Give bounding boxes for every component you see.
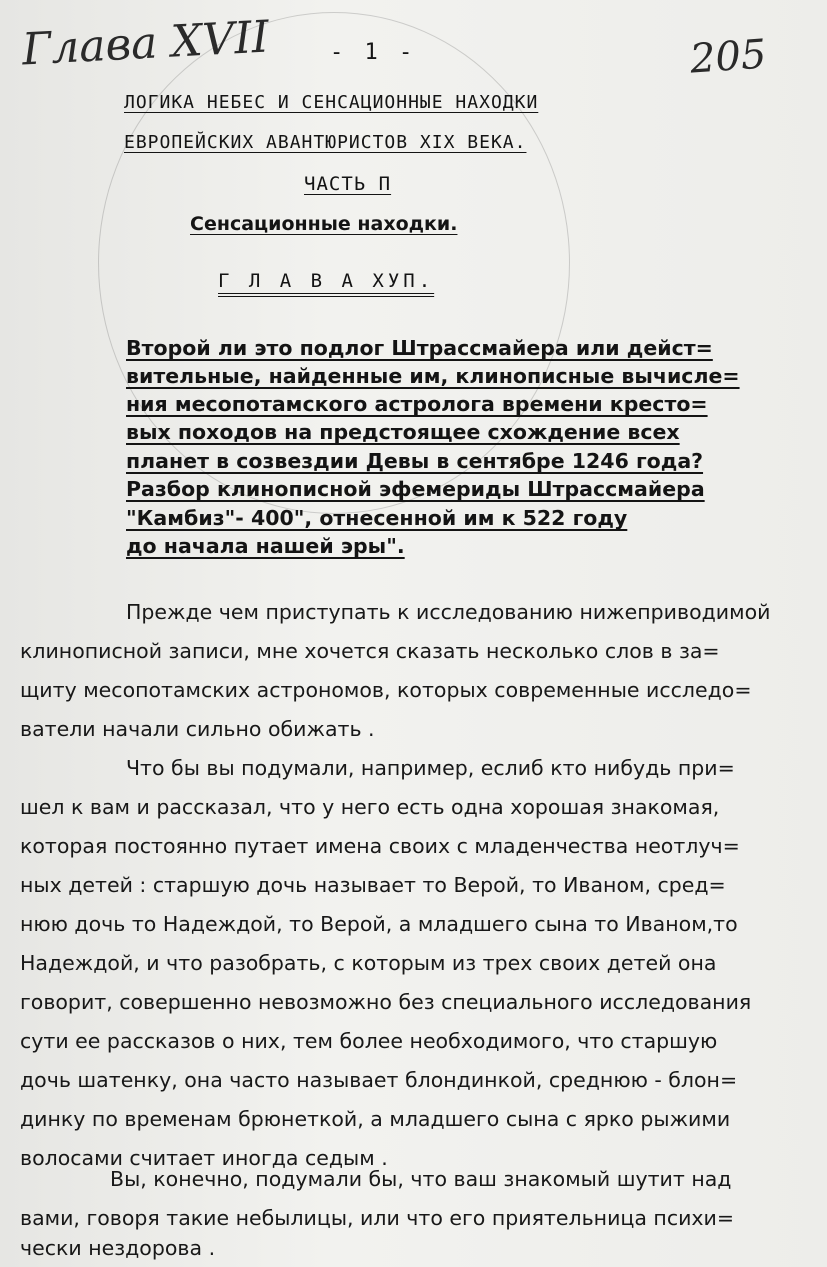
body-text-line: Что бы вы подумали, например, еслиб кто нибудь при= (126, 756, 735, 780)
subtitle-line: вительные, найденные им, клинописные вычисле= (126, 364, 740, 388)
handwritten-folio-number: 205 (688, 31, 768, 83)
body-text-line: вами, говоря такие небылицы, или что его приятельница психи= (20, 1206, 735, 1230)
subtitle-line: вых походов на предстоящее схождение всех (126, 420, 680, 444)
body-text-line: Надеждой, и что разобрать, с которым из трех своих детей она (20, 951, 717, 975)
body-text-line: волосами считает иногда седым . (20, 1146, 388, 1170)
body-text-line: нюю дочь то Надеждой, то Верой, а младшего сына то Иваном,то (20, 912, 738, 936)
chapter-heading: Г Л А В А ХУП. (218, 270, 435, 292)
body-text-line: дочь шатенку, она часто называет блондинкой, среднюю - блон= (20, 1068, 738, 1092)
body-text-line: Прежде чем приступать к исследованию нижеприводимой (126, 600, 771, 624)
handwritten-chapter-note: Глава XVII (20, 11, 271, 76)
body-text-line: которая постоянно путает имена своих с младенчества неотлуч= (20, 834, 740, 858)
body-text-line: шел к вам и рассказал, что у него есть одна хорошая знакомая, (20, 795, 720, 819)
body-text-line: щиту месопотамских астрономов, которых современные исследо= (20, 678, 752, 702)
subtitle-line: Разбор клинописной эфемериды Штрассмайера (126, 477, 705, 501)
body-text-line: говорит, совершенно невозможно без специального исследования (20, 990, 752, 1014)
title-line-1: ЛОГИКА НЕБЕС И СЕНСАЦИОННЫЕ НАХОДКИ (124, 92, 539, 113)
body-text-line: динку по временам брюнеткой, а младшего сына с ярко рыжими (20, 1107, 731, 1131)
subtitle-line: планет в созвездии Девы в сентябре 1246 года? (126, 449, 704, 473)
title-line-2: ЕВРОПЕЙСКИХ АВАНТЮРИСТОВ XIX ВЕКА. (124, 132, 527, 153)
page-number: - 1 - (330, 40, 417, 65)
body-text-line: ватели начали сильно обижать . (20, 717, 375, 741)
subtitle-line: "Камбиз"- 400", отнесенной им к 522 году (126, 506, 628, 530)
subtitle-line: до начала нашей эры". (126, 534, 405, 558)
body-text-line: сути ее рассказов о них, тем более необходимого, что старшую (20, 1029, 718, 1053)
subtitle-line: ния месопотамского астролога времени кресто= (126, 392, 708, 416)
body-text-line: Вы, конечно, подумали бы, что ваш знакомый шутит над (110, 1167, 732, 1191)
section-heading: Сенсационные находки. (190, 213, 458, 235)
part-heading: ЧАСТЬ П (304, 173, 392, 195)
body-text-line: клинописной записи, мне хочется сказать несколько слов в за= (20, 639, 720, 663)
body-text-line: ных детей : старшую дочь называет то Верой, то Иваном, сред= (20, 873, 726, 897)
subtitle-line: Второй ли это подлог Штрассмайера или дейст= (126, 336, 713, 360)
body-text-line: чески нездорова . (20, 1236, 216, 1260)
